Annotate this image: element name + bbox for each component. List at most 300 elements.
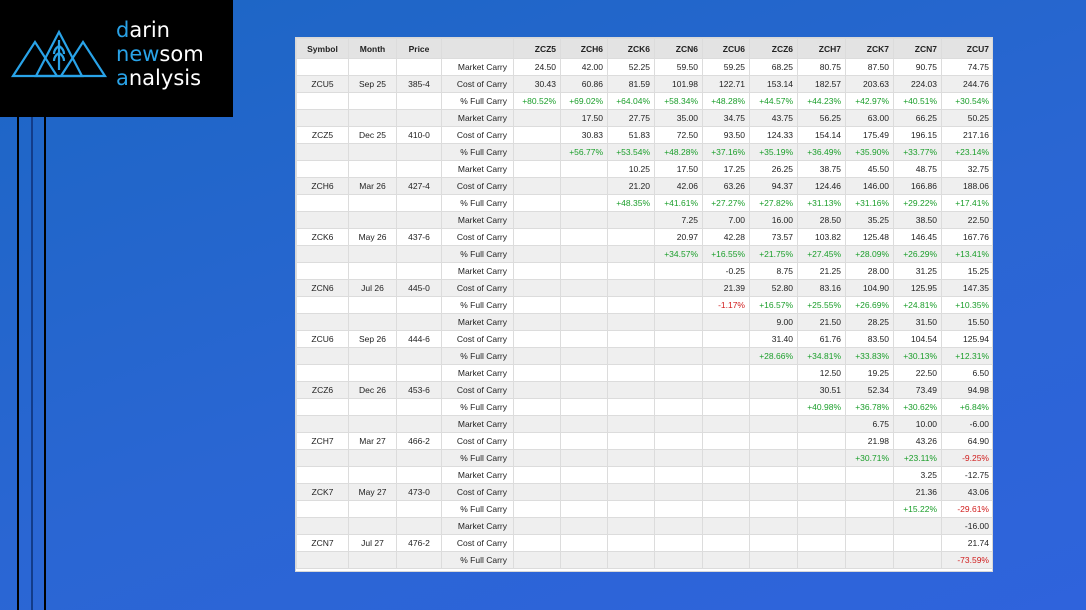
table-cell [297,212,349,229]
table-cell [608,501,655,518]
table-cell: 28.25 [846,314,894,331]
table-cell: 73.49 [894,382,942,399]
table-cell: 72.50 [655,127,703,144]
table-cell [798,467,846,484]
table-cell [349,212,397,229]
brand-logo [0,0,233,117]
table-cell [349,93,397,110]
table-cell [514,178,561,195]
table-cell: 125.94 [942,331,993,348]
table-cell: +44.57% [750,93,798,110]
column-header: ZCK6 [608,39,655,59]
table-cell [894,518,942,535]
table-cell: Market Carry [442,110,514,127]
table-cell: Mar 26 [349,178,397,195]
table-cell: +36.49% [798,144,846,161]
table-cell [608,552,655,569]
table-cell: Cost of Carry [442,178,514,195]
table-cell: 59.25 [703,59,750,76]
table-cell [703,331,750,348]
table-cell: +27.27% [703,195,750,212]
table-cell [703,399,750,416]
table-cell: 166.86 [894,178,942,195]
column-header: ZCU6 [703,39,750,59]
table-cell: 24.50 [514,59,561,76]
table-row [297,399,993,416]
column-header: ZCZ6 [750,39,798,59]
table-cell: 410-0 [397,127,442,144]
table-cell [514,416,561,433]
table-cell [561,382,608,399]
table-cell: +30.71% [846,450,894,467]
table-cell [608,263,655,280]
table-cell: +16.55% [703,246,750,263]
table-cell: 52.34 [846,382,894,399]
table-cell [608,399,655,416]
table-cell [514,365,561,382]
table-cell [703,450,750,467]
table-cell [608,314,655,331]
table-cell: -29.61% [942,501,993,518]
table-cell: 87.50 [846,59,894,76]
table-cell: Jul 27 [349,535,397,552]
table-cell: +15.22% [894,501,942,518]
table-cell: +28.66% [750,348,798,365]
table-cell [846,501,894,518]
table-cell: -0.25 [703,263,750,280]
column-header: Symbol [297,39,349,59]
table-cell [655,314,703,331]
table-row [297,76,993,93]
table-cell [349,314,397,331]
table-cell: 68.25 [750,59,798,76]
table-cell: 21.50 [798,314,846,331]
table-cell [608,467,655,484]
table-cell: +41.61% [655,195,703,212]
table-cell [608,348,655,365]
table-cell: 445-0 [397,280,442,297]
table-cell: +69.02% [561,93,608,110]
table-cell [297,552,349,569]
table-cell [397,348,442,365]
table-cell: 146.00 [846,178,894,195]
table-cell: 21.20 [608,178,655,195]
table-row [297,518,993,535]
table-cell [750,399,798,416]
table-cell: 21.98 [846,433,894,450]
table-cell: Market Carry [442,314,514,331]
table-cell: 15.50 [942,314,993,331]
table-cell: +42.97% [846,93,894,110]
table-row [297,229,993,246]
table-cell: 28.00 [846,263,894,280]
table-cell: 52.25 [608,59,655,76]
table-cell: +23.14% [942,144,993,161]
table-row [297,144,993,161]
table-cell: 182.57 [798,76,846,93]
table-cell: % Full Carry [442,93,514,110]
table-cell [608,518,655,535]
table-cell [798,518,846,535]
table-cell: 125.95 [894,280,942,297]
table-cell: % Full Carry [442,297,514,314]
table-cell: +48.28% [703,93,750,110]
table-cell: +27.45% [798,246,846,263]
table-cell: -9.25% [942,450,993,467]
table-cell [561,229,608,246]
column-header: ZCU7 [942,39,993,59]
table-cell: Jul 26 [349,280,397,297]
table-cell [514,161,561,178]
table-cell: 52.80 [750,280,798,297]
table-cell: 59.50 [655,59,703,76]
table-cell: 17.25 [703,161,750,178]
table-cell: +23.11% [894,450,942,467]
table-cell [297,246,349,263]
table-cell: 124.33 [750,127,798,144]
table-cell: 94.37 [750,178,798,195]
table-cell [655,484,703,501]
table-cell [561,280,608,297]
table-cell [514,297,561,314]
table-cell [846,535,894,552]
table-cell [894,535,942,552]
table-cell: 103.82 [798,229,846,246]
table-cell [655,416,703,433]
table-cell [397,416,442,433]
table-cell: +21.75% [750,246,798,263]
table-cell: Dec 26 [349,382,397,399]
table-cell [750,365,798,382]
table-cell: ZCK6 [297,229,349,246]
table-cell [561,399,608,416]
table-cell: Market Carry [442,416,514,433]
table-cell: 63.00 [846,110,894,127]
table-cell [514,518,561,535]
table-cell: 64.90 [942,433,993,450]
table-cell [750,382,798,399]
table-cell: 167.76 [942,229,993,246]
table-cell: 125.48 [846,229,894,246]
table-cell [608,280,655,297]
table-cell: % Full Carry [442,144,514,161]
table-cell [703,467,750,484]
table-cell: 30.83 [561,127,608,144]
table-cell [561,484,608,501]
table-row [297,280,993,297]
table-cell [349,467,397,484]
table-cell [703,314,750,331]
table-cell [297,365,349,382]
table-cell: +17.41% [942,195,993,212]
decorative-line [17,117,19,610]
table-cell [514,331,561,348]
table-cell [608,535,655,552]
table-row [297,501,993,518]
table-cell: 60.86 [561,76,608,93]
table-cell: 61.76 [798,331,846,348]
table-cell [297,518,349,535]
table-cell [655,297,703,314]
table-cell: 51.83 [608,127,655,144]
table-cell: ZCN7 [297,535,349,552]
table-cell [750,484,798,501]
table-cell: -6.00 [942,416,993,433]
table-cell: 21.74 [942,535,993,552]
table-cell: 43.75 [750,110,798,127]
table-cell [561,263,608,280]
table-row [297,212,993,229]
table-cell: 30.43 [514,76,561,93]
table-cell [608,416,655,433]
table-cell: 104.54 [894,331,942,348]
table-cell: +40.51% [894,93,942,110]
table-row [297,348,993,365]
table-cell: +48.35% [608,195,655,212]
table-cell [514,450,561,467]
table-cell: Cost of Carry [442,331,514,348]
table-cell [798,416,846,433]
table-cell: % Full Carry [442,399,514,416]
table-cell: 83.16 [798,280,846,297]
table-cell: Sep 26 [349,331,397,348]
table-cell [514,195,561,212]
table-cell: % Full Carry [442,195,514,212]
table-cell: 104.90 [846,280,894,297]
table-cell [561,297,608,314]
table-cell: -1.17% [703,297,750,314]
table-cell [514,229,561,246]
table-cell [655,552,703,569]
column-header: ZCH7 [798,39,846,59]
table-cell: +53.54% [608,144,655,161]
table-cell: +31.16% [846,195,894,212]
table-cell: ZCH6 [297,178,349,195]
table-cell [397,195,442,212]
table-cell: 30.51 [798,382,846,399]
table-cell: +35.19% [750,144,798,161]
table-cell [561,433,608,450]
table-cell [514,127,561,144]
table-row [297,314,993,331]
table-cell [655,450,703,467]
table-cell [297,348,349,365]
table-cell: +44.23% [798,93,846,110]
table-cell [561,161,608,178]
table-cell: +30.13% [894,348,942,365]
table-cell [397,59,442,76]
table-cell [397,314,442,331]
table-cell: 26.25 [750,161,798,178]
table-cell [846,518,894,535]
table-cell [349,518,397,535]
table-cell [798,501,846,518]
table-row [297,382,993,399]
table-cell: +34.57% [655,246,703,263]
table-cell [397,263,442,280]
table-cell: -73.59% [942,552,993,569]
table-cell: 7.25 [655,212,703,229]
table-cell: 8.75 [750,263,798,280]
table-cell [297,399,349,416]
table-cell [703,501,750,518]
table-cell: +10.35% [942,297,993,314]
table-cell: May 26 [349,229,397,246]
table-cell [608,450,655,467]
table-cell: Cost of Carry [442,382,514,399]
table-cell [349,246,397,263]
table-cell: Market Carry [442,518,514,535]
table-cell: 17.50 [655,161,703,178]
table-cell [750,416,798,433]
table-cell: +6.84% [942,399,993,416]
table-cell: 12.50 [798,365,846,382]
table-cell [514,314,561,331]
table-cell [703,348,750,365]
table-cell [297,450,349,467]
table-cell [894,552,942,569]
table-cell: 21.39 [703,280,750,297]
table-cell: Cost of Carry [442,76,514,93]
table-cell [798,535,846,552]
table-cell [608,433,655,450]
table-cell [750,535,798,552]
table-cell [514,144,561,161]
table-cell [655,280,703,297]
table-cell: ZCK7 [297,484,349,501]
table-cell [349,59,397,76]
table-cell [349,348,397,365]
table-cell: +13.41% [942,246,993,263]
table-cell [655,263,703,280]
table-row [297,246,993,263]
table-cell: +27.82% [750,195,798,212]
table-cell [297,416,349,433]
table-cell: 7.00 [703,212,750,229]
table-cell: % Full Carry [442,246,514,263]
table-cell [561,348,608,365]
table-cell: ZCN6 [297,280,349,297]
table-cell [397,212,442,229]
table-cell: +48.28% [655,144,703,161]
table-cell [798,450,846,467]
table-cell [297,144,349,161]
table-cell [608,212,655,229]
table-cell: 10.00 [894,416,942,433]
table-cell [655,467,703,484]
table-cell: 203.63 [846,76,894,93]
table-cell: +58.34% [655,93,703,110]
table-cell [349,161,397,178]
table-cell: 122.71 [703,76,750,93]
table-cell [608,382,655,399]
column-header [442,39,514,59]
table-cell [397,552,442,569]
table-cell [798,484,846,501]
table-cell [349,144,397,161]
table-cell: 147.35 [942,280,993,297]
table-cell: 32.75 [942,161,993,178]
table-cell: 38.75 [798,161,846,178]
table-cell [514,535,561,552]
table-cell [349,501,397,518]
table-cell [397,246,442,263]
table-cell: 90.75 [894,59,942,76]
table-cell: +35.90% [846,144,894,161]
table-cell: 101.98 [655,76,703,93]
table-cell: ZCU6 [297,331,349,348]
table-cell: 6.75 [846,416,894,433]
table-cell: Market Carry [442,161,514,178]
table-row [297,127,993,144]
table-cell [514,348,561,365]
table-cell: +12.31% [942,348,993,365]
table-cell: % Full Carry [442,552,514,569]
table-cell: 15.25 [942,263,993,280]
table-cell: % Full Carry [442,450,514,467]
table-cell: 35.00 [655,110,703,127]
table-cell [561,450,608,467]
table-cell: Market Carry [442,59,514,76]
table-cell: 21.25 [798,263,846,280]
table-cell: 31.25 [894,263,942,280]
table-cell [608,246,655,263]
table-cell: Dec 25 [349,127,397,144]
table-cell [514,280,561,297]
column-header: ZCH6 [561,39,608,59]
table-cell [608,331,655,348]
table-cell [397,144,442,161]
table-cell: 20.97 [655,229,703,246]
table-row [297,297,993,314]
table-cell: +25.55% [798,297,846,314]
table-cell: 42.06 [655,178,703,195]
table-cell [561,331,608,348]
table-cell [397,518,442,535]
table-cell [514,433,561,450]
table-cell [561,195,608,212]
table-cell [750,433,798,450]
table-row [297,416,993,433]
column-header: Month [349,39,397,59]
table-cell: 45.50 [846,161,894,178]
table-cell [655,399,703,416]
table-cell: Market Carry [442,212,514,229]
table-cell: 188.06 [942,178,993,195]
table-cell: +56.77% [561,144,608,161]
table-cell: 63.26 [703,178,750,195]
table-cell: 244.76 [942,76,993,93]
table-cell: Market Carry [442,365,514,382]
table-cell: 473-0 [397,484,442,501]
table-row [297,161,993,178]
table-cell [349,263,397,280]
table-cell: +80.52% [514,93,561,110]
table-cell: 10.25 [608,161,655,178]
table-cell [349,110,397,127]
table-cell: 28.50 [798,212,846,229]
carry-table [296,38,992,569]
table-cell [608,365,655,382]
table-cell [349,552,397,569]
table-cell [703,382,750,399]
column-header: ZCN6 [655,39,703,59]
table-cell [703,535,750,552]
table-row [297,263,993,280]
table-cell: 16.00 [750,212,798,229]
table-row [297,365,993,382]
table-cell: 124.46 [798,178,846,195]
